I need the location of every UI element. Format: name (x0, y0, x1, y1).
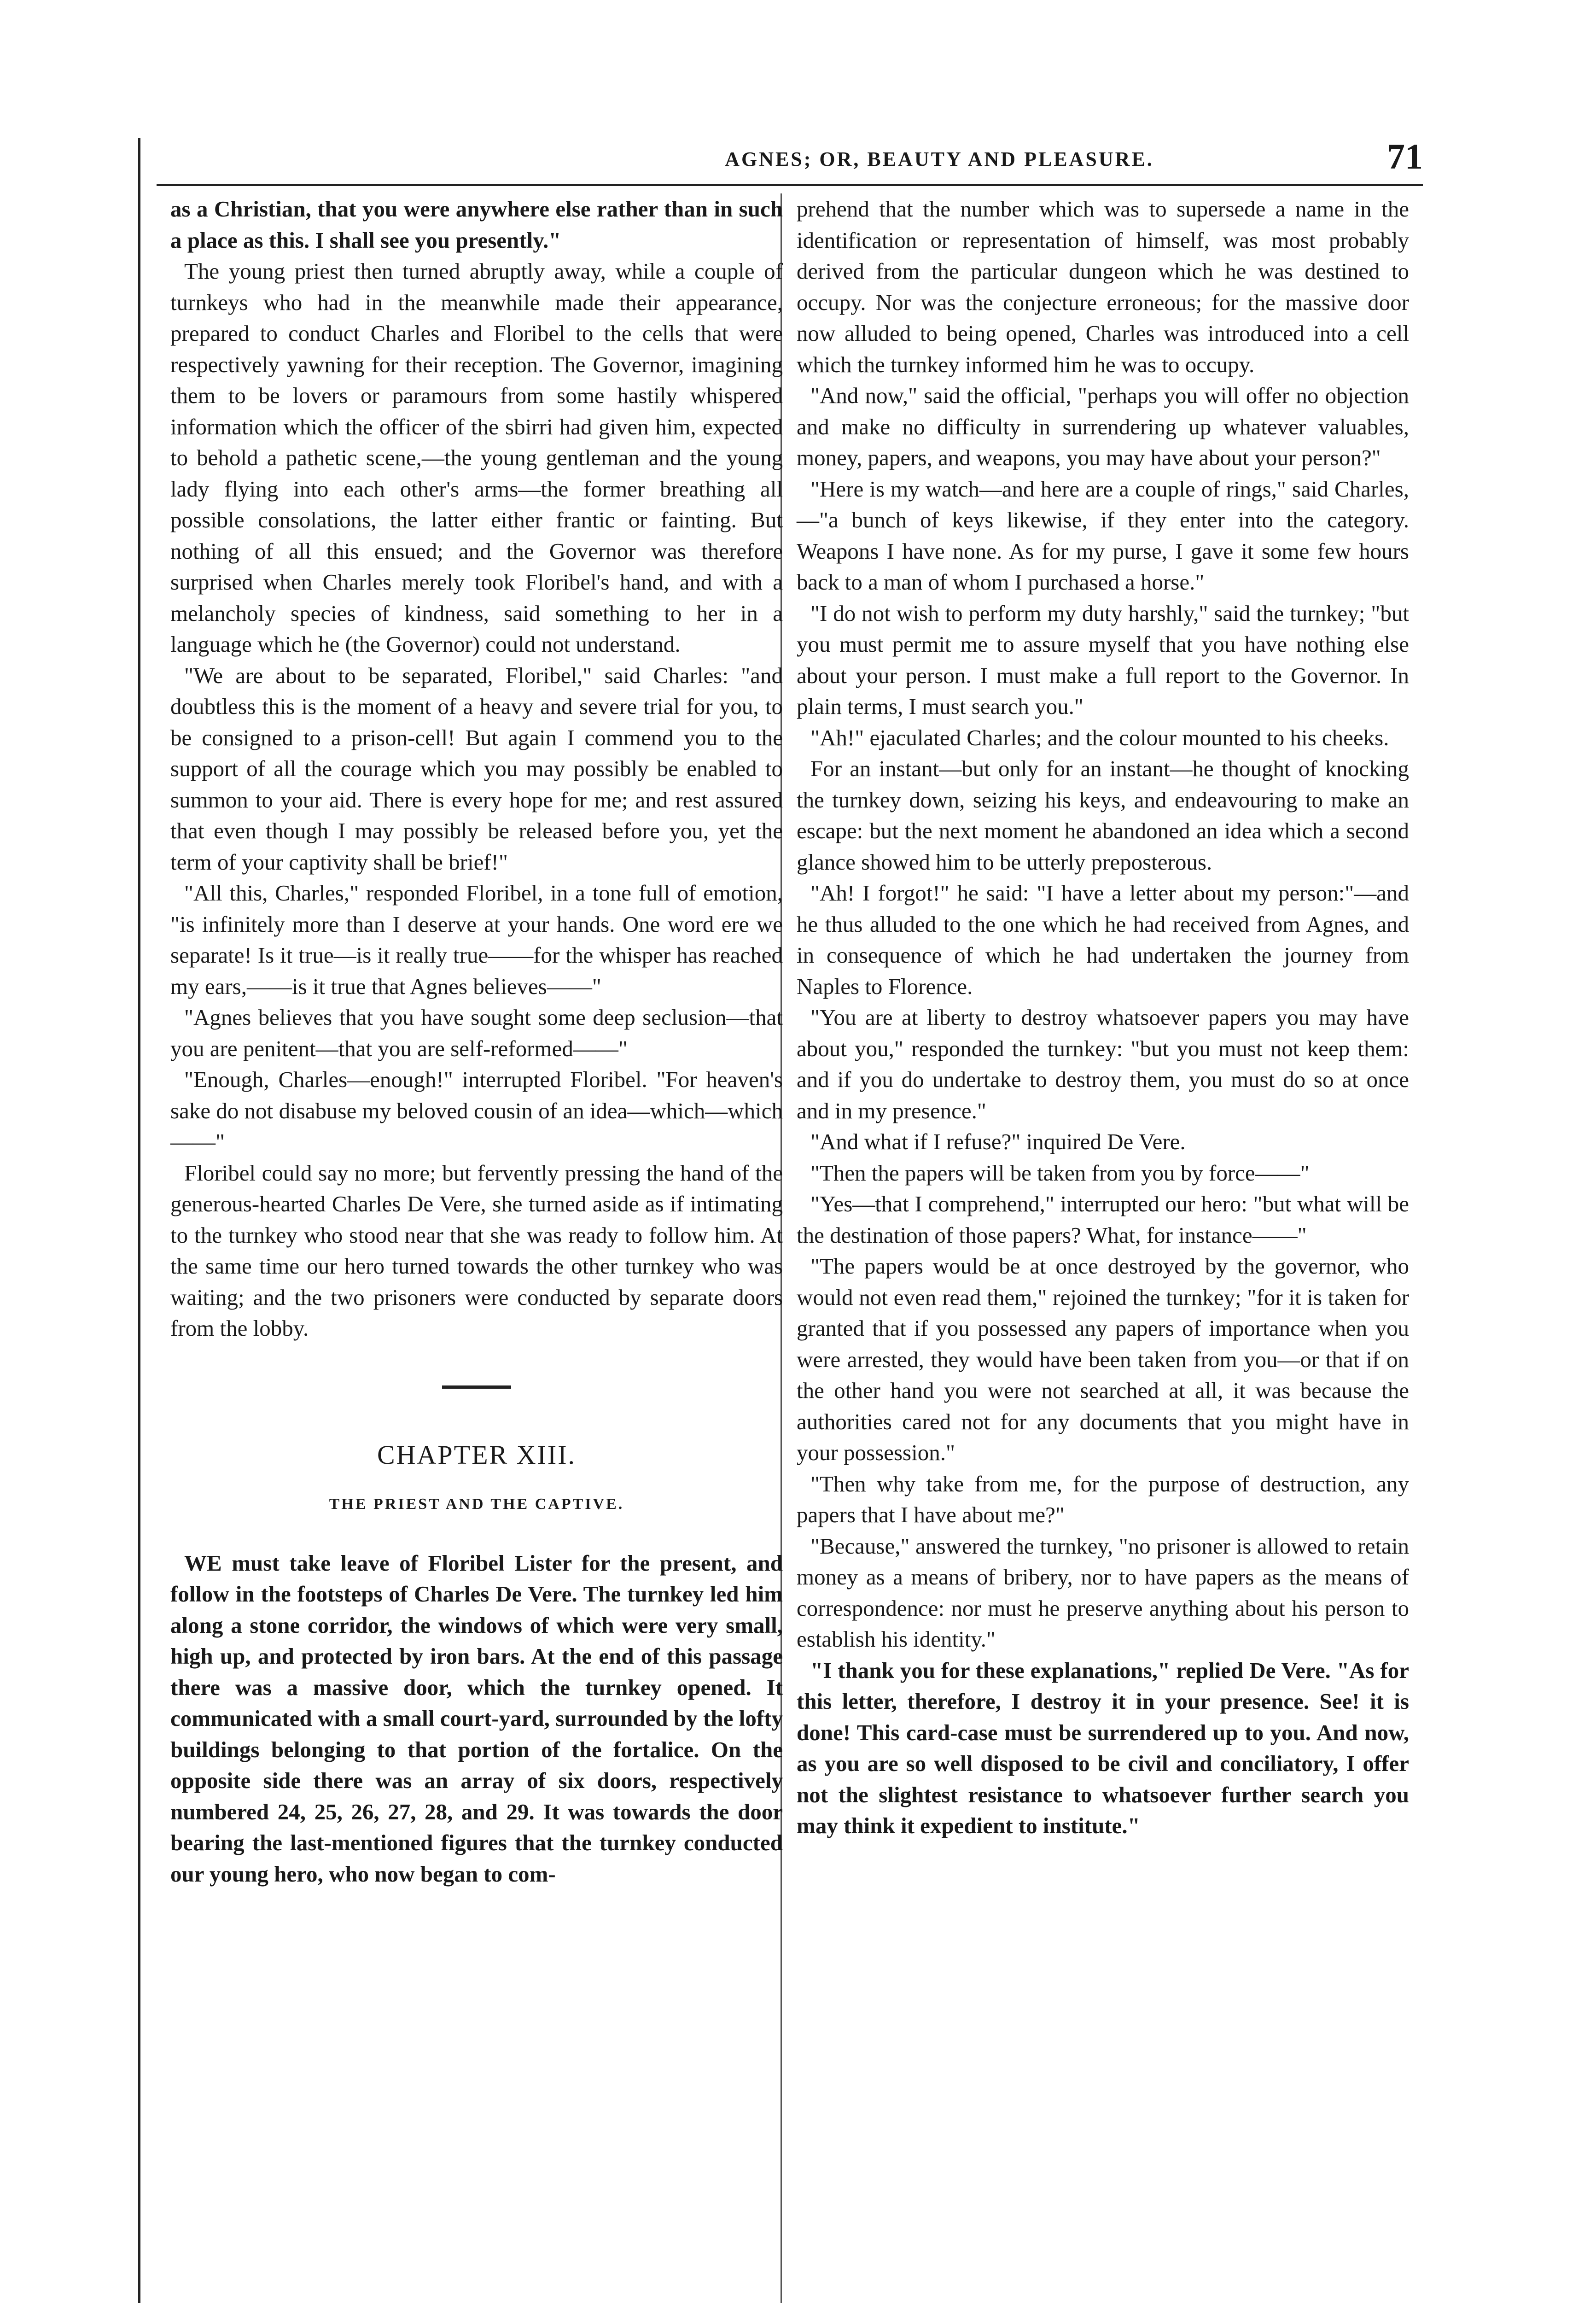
chapter-divider-rule (442, 1385, 511, 1389)
paragraph: "Ah!" ejaculated Charles; and the colour mounted to his cheeks. (810, 725, 1389, 750)
paragraph: "Yes—that I comprehend," interrupted our hero: "but what will be the destination of those papers? What, for instance——" (797, 1191, 1409, 1248)
paragraph: "Then why take from me, for the purpose of destruction, any papers that I have about me?" (797, 1471, 1409, 1527)
paragraph: "Because," answered the turnkey, "no prisoner is allowed to retain money as a means of bribery, nor to have papers as the means of correspondence: nor must he preserve anything about his person to establish his identity." (797, 1533, 1409, 1652)
paragraph: "Agnes believes that you have sought some deep seclusion—that you are penitent—that you are self-reformed——" (170, 1005, 783, 1061)
paragraph: "I thank you for these explanations," replied De Vere. "As for this letter, therefore, I destroy it in your presence. See! it is done! This card-case must be surrendered up to you. And now, as you are so well disposed to be civil and conciliatory, I offer not the slightest resistance to whatsoever further search you may think it expedient to institute." (797, 1657, 1409, 1838)
right-column (797, 193, 1409, 1841)
running-title: AGNES; OR, BEAUTY AND PLEASURE. (725, 148, 1154, 170)
paragraph: The young priest then turned abruptly away, while a couple of turnkeys who had in the meanwhile made their appearance, prepared to conduct Charles and Floribel to the cells that were respectively yawning for their reception. The Governor, imagining them to be lovers or paramours from some hastily whispered information which the officer of the sbirri had given him, expected to behold a pathetic scene,—the young gentleman and the young lady flying into each other's arms—the former breathing all possible consolations, the latter either frantic or fainting. But nothing of all this ensued; and the Governor was therefore surprised when Charles merely took Floribel's hand, and with a melancholy species of kindness, said something to her in a language which he (the Governor) could not understand. (170, 258, 783, 657)
paragraph: "We are about to be separated, Floribel," said Charles: "and doubtless this is the moment of a heavy and severe trial for you, to be consigned to a prison-cell! But again I commend you to the support of all the courage which you may possibly be enabled to summon to your aid. There is every hope for me; and rest assured that even though I may possibly be released before you, yet the term of your captivity shall be brief!" (170, 662, 783, 875)
paragraph: "I do not wish to perform my duty harshly," said the turnkey; "but you must permit me to assure myself that you have nothing else about your person. I must make a full report to the Governor. In plain terms, I must search you." (797, 600, 1409, 719)
paragraph: "The papers would be at once destroyed by the governor, who would not even read them," rejoined the turnkey; "for it is taken for granted that if you possessed any papers of importance when you were arrested, they would have been taken from you—or that if on the other hand you were not searched at all, it was because the authorities cared not for any documents that you might have in your possession." (797, 1253, 1409, 1465)
left-column (170, 193, 783, 1889)
paragraph: "You are at liberty to destroy whatsoever papers you may have about you," responded the turnkey: "but you must not keep them: and if you do undertake to destroy them, you must do so at once and in my presence." (797, 1005, 1409, 1123)
paragraph: "Ah! I forgot!" he said: "I have a letter about my person:"—and he thus alluded to the one which he had received from Agnes, and in consequence of which he had undertaken the journey from Naples to Florence. (797, 880, 1409, 999)
page-number: 71 (1387, 136, 1423, 176)
paragraph: For an instant—but only for an instant—he thought of knocking the turnkey down, seizing his keys, and endeavouring to make an escape: but the next moment he abandoned an idea which a second glance showed him to be utterly preposterous. (797, 756, 1409, 875)
paragraph: "And now," said the official, "perhaps you will offer no objection and make no difficulty in surrendering up whatever valuables, money, papers, and weapons, you may have about your person?" (797, 383, 1409, 470)
page-header (157, 134, 1423, 186)
paragraph: "Enough, Charles—enough!" interrupted Floribel. "For heaven's sake do not disabuse my beloved cousin of an idea—which—which——" (170, 1067, 783, 1154)
chapter-heading: CHAPTER XIII. (377, 1439, 577, 1470)
chapter-opening-paragraph: WE must take leave of Floribel Lister for the present, and follow in the footsteps of Charles De Vere. The turnkey led him along a stone corridor, the windows of which were very small, high up, and protected by iron bars. At the end of this passage there was a massive door, which the turnkey opened. It communicated with a small court-yard, surrounded by the lofty buildings belonging to that portion of the fortalice. On the opposite side there was an array of six doors, respectively numbered 24, 25, 26, 27, 28, and 29. It was towards the door bearing the last-mentioned figures that the turnkey conducted our young hero, who now began to com- (170, 1550, 783, 1887)
left-margin-rule (138, 138, 140, 2303)
paragraph: prehend that the number which was to supersede a name in the identification or representation of himself, was most probably derived from the particular dungeon which he was destined to occupy. Nor was the conjecture erroneous; for the massive door now alluded to being opened, Charles was introduced into a cell which the turnkey informed him he was to occupy. (797, 196, 1409, 377)
paragraph: Floribel could say no more; but fervently pressing the hand of the generous-hearted Charles De Vere, she turned aside as if intimating to the turnkey who stood near that she was ready to follow him. At the same time our hero turned towards the other turnkey who was waiting; and the two prisoners were conducted by separate doors from the lobby. (170, 1160, 783, 1341)
paragraph: "And what if I refuse?" inquired De Vere. (810, 1129, 1186, 1154)
paragraph: "All this, Charles," responded Floribel, in a tone full of emotion, "is infinitely more than I deserve at your hands. One word ere we separate! Is it true—is it really true——for the whisper has reached my ears,——is it true that Agnes believes——" (170, 880, 783, 999)
chapter-subtitle: THE PRIEST AND THE CAPTIVE. (329, 1496, 624, 1513)
paragraph: "Then the papers will be taken from you by force——" (810, 1160, 1310, 1186)
paragraph: "Here is my watch—and here are a couple of rings," said Charles,—"a bunch of keys likewise, if they enter into the category. Weapons I have none. As for my purse, I gave it some few hours back to a man of whom I purchased a horse." (797, 476, 1409, 595)
paragraph: as a Christian, that you were anywhere else rather than in such a place as this. I shall see you presently." (170, 196, 783, 253)
